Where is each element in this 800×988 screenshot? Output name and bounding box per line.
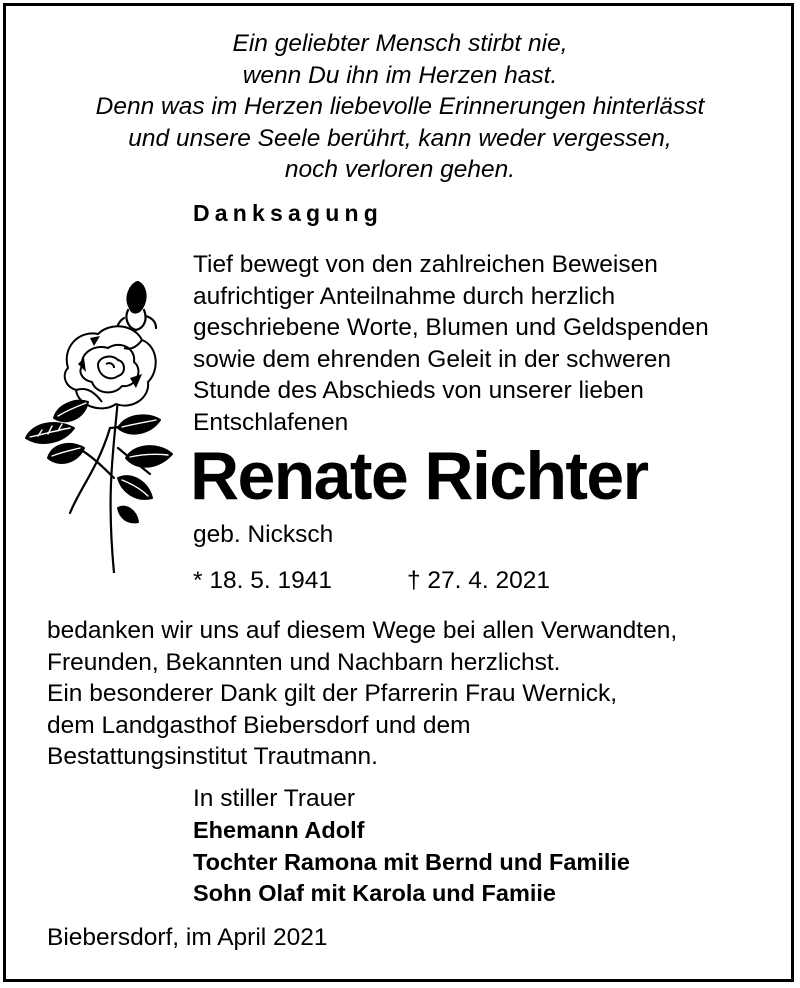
- deceased-name: Renate Richter: [190, 438, 648, 514]
- maiden-name: geb. Nicksch: [193, 521, 334, 548]
- thanks-line: Bestattungsinstitut Trautmann.: [47, 743, 378, 770]
- intro-line: aufrichtiger Anteilnahme durch herzlich: [193, 282, 616, 310]
- place-and-date: Biebersdorf, im April 2021: [47, 924, 328, 951]
- rose-icon: [18, 278, 188, 573]
- poem-line: noch verloren gehen.: [284, 156, 516, 183]
- intro-line: geschriebene Worte, Blumen und Geldspenden: [193, 314, 709, 341]
- mourner-list: [193, 815, 630, 910]
- memorial-poem: [0, 28, 800, 186]
- intro-line: sowie dem ehrenden Geleit in der schweren: [193, 345, 672, 373]
- mourner-name: Ehemann Adolf: [193, 817, 365, 843]
- mourning-intro: In stiller Trauer: [193, 785, 356, 812]
- mourner-name: Sohn Olaf mit Karola und Famiie: [193, 880, 556, 906]
- thanks-line: dem Landgasthof Biebersdorf und dem: [47, 711, 471, 739]
- thanks-line: bedanken wir uns auf diesem Wege bei allen Verwandten,: [47, 617, 678, 644]
- poem-line: und unsere Seele berührt, kann weder vergessen,: [128, 124, 672, 152]
- intro-line: Entschlafenen: [193, 408, 349, 436]
- thanks-text: [47, 615, 677, 773]
- intro-line: Tief bewegt von den zahlreichen Beweisen: [193, 251, 658, 278]
- poem-line: Denn was im Herzen liebevolle Erinnerungen hinterlässt: [95, 93, 705, 120]
- thanks-line: Freunden, Bekannten und Nachbarn herzlichst.: [47, 648, 561, 676]
- birth-date: * 18. 5. 1941: [193, 567, 332, 594]
- poem-line: wenn Du ihn im Herzen hast.: [242, 61, 558, 89]
- intro-line: Stunde des Abschieds von unserer lieben: [193, 377, 644, 404]
- danksagung-heading: Danksagung: [193, 200, 384, 226]
- mourner-name: Tochter Ramona mit Bernd und Familie: [193, 848, 630, 875]
- thanks-line: Ein besonderer Dank gilt der Pfarrerin Frau Wernick,: [47, 680, 618, 707]
- death-date: † 27. 4. 2021: [407, 567, 551, 594]
- intro-text: [193, 249, 709, 438]
- poem-line: Ein geliebter Mensch stirbt nie,: [232, 30, 568, 57]
